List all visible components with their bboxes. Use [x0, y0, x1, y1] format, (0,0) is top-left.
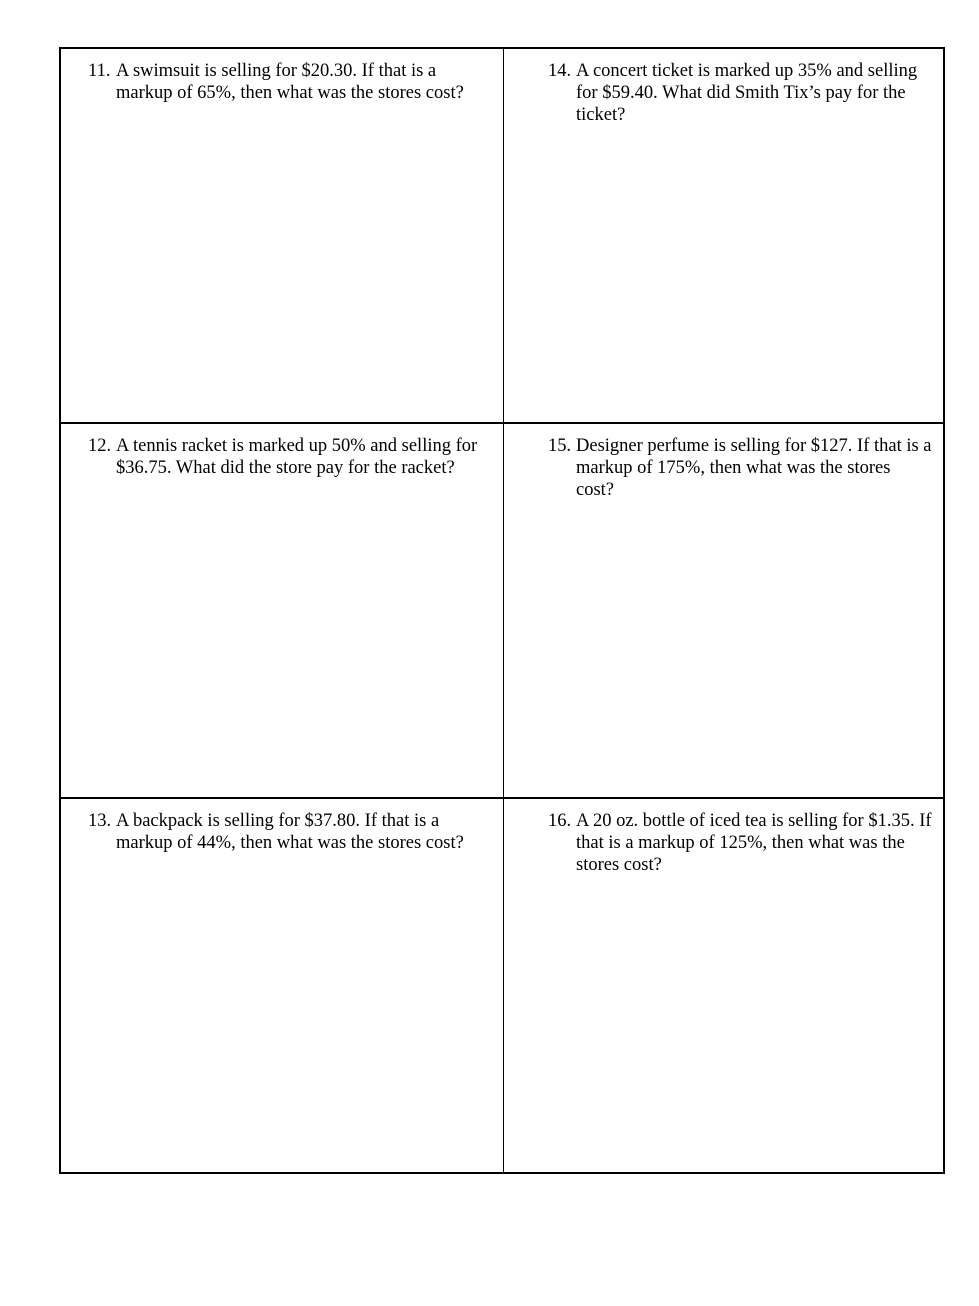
problem-text: Designer perfume is selling for $127. If that is a markup of 175%, then what was the stores cost? — [576, 436, 932, 500]
problem-number: 13. — [88, 811, 112, 831]
problem-11 — [88, 60, 478, 104]
problem-number: 12. — [88, 436, 112, 456]
worksheet-grid — [59, 47, 945, 1174]
problem-number: 15. — [548, 436, 572, 456]
problem-number: 11. — [88, 61, 111, 81]
problem-cell-15 — [504, 424, 943, 799]
problem-12 — [88, 435, 478, 479]
problem-text: A swimsuit is selling for $20.30. If that is a markup of 65%, then what was the stores cost? — [116, 61, 464, 103]
problem-13 — [88, 810, 478, 854]
problem-15 — [548, 435, 933, 501]
problem-cell-14 — [504, 49, 943, 424]
problem-cell-11 — [61, 49, 504, 424]
problem-14 — [548, 60, 933, 126]
problem-cell-12 — [61, 424, 504, 799]
problem-text: A concert ticket is marked up 35% and selling for $59.40. What did Smith Tix’s pay for the ticket? — [576, 61, 918, 125]
problem-number: 14. — [548, 61, 572, 81]
problem-cell-13 — [61, 799, 504, 1172]
problem-text: A tennis racket is marked up 50% and selling for $36.75. What did the store pay for the racket? — [116, 436, 478, 478]
problem-cell-16 — [504, 799, 943, 1172]
problem-16 — [548, 810, 933, 876]
problem-text: A 20 oz. bottle of iced tea is selling for $1.35. If that is a markup of 125%, then what was the stores cost? — [576, 811, 932, 875]
problem-text: A backpack is selling for $37.80. If that is a markup of 44%, then what was the stores cost? — [116, 811, 464, 853]
problem-number: 16. — [548, 811, 572, 831]
